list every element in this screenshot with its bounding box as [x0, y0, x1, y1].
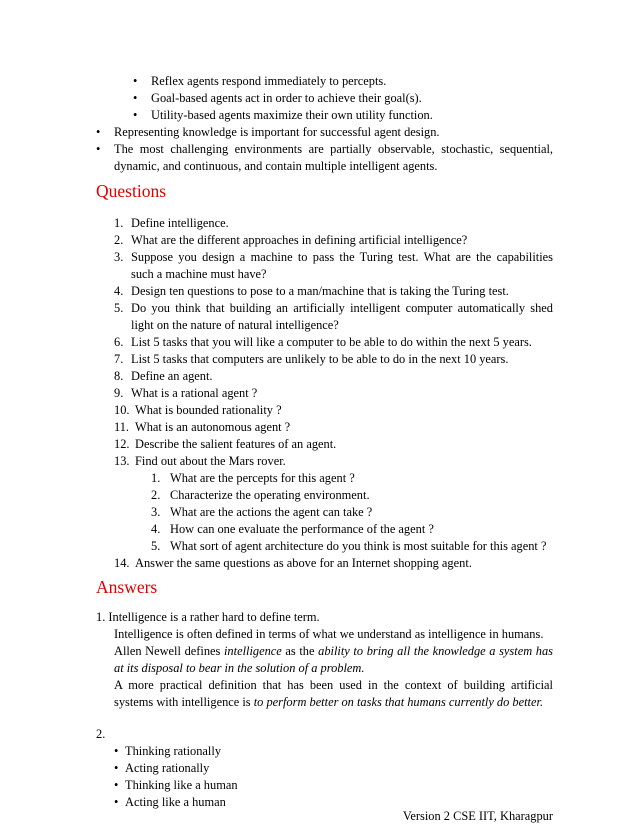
question-text: light on the nature of natural intelligence? [131, 318, 339, 332]
sub-bullet: Goal-based agents act in order to achieve their goal(s). [151, 91, 422, 105]
sub-question-number: 1. [151, 471, 161, 485]
question-number: 1. [114, 216, 124, 230]
question-text: Do you think that building an artificially intelligent computer automatically shed [131, 301, 553, 315]
sub-question-number: 2. [151, 488, 161, 502]
question-text: What is an autonomous agent ? [135, 420, 291, 434]
question-number: 14. [114, 556, 130, 570]
questions-heading: Questions [96, 181, 166, 201]
question-text: such a machine must have? [131, 267, 267, 281]
question-number: 5. [114, 301, 124, 315]
answer-1-newell: Allen Newell defines intelligence as the ability to bring all the knowledge a system has [114, 644, 553, 658]
question-text: Define an agent. [131, 369, 213, 383]
question-text: Describe the salient features of an agent. [135, 437, 337, 451]
answer-1-practical: A more practical definition that has been used in the context of building artificial [114, 678, 553, 692]
bullet-icon: • [114, 744, 119, 758]
answers-heading: Answers [96, 577, 158, 597]
question-number: 3. [114, 250, 124, 264]
answer-2-item: Acting like a human [125, 795, 226, 809]
sub-question-number: 4. [151, 522, 161, 536]
question-text: What are the different approaches in defining artificial intelligence? [131, 233, 468, 247]
question-number: 8. [114, 369, 124, 383]
question-number: 7. [114, 352, 124, 366]
sub-question-text: Characterize the operating environment. [170, 488, 370, 502]
bullet-icon: • [114, 761, 119, 775]
bullet-text: dynamic, and continuous, and contain multiple intelligent agents. [114, 159, 438, 173]
bullet-icon: • [133, 74, 138, 88]
bullet-icon: • [96, 125, 101, 139]
bullet-icon: • [133, 108, 138, 122]
question-number: 13. [114, 454, 130, 468]
question-text: What is a rational agent ? [131, 386, 258, 400]
sub-question-number: 5. [151, 539, 161, 553]
question-text: Answer the same questions as above for an Internet shopping agent. [135, 556, 472, 570]
answer-1-intro: 1. Intelligence is a rather hard to define term. [96, 610, 320, 624]
question-number: 9. [114, 386, 124, 400]
bullet-icon: • [96, 142, 101, 156]
sub-bullet: Utility-based agents maximize their own utility function. [151, 108, 433, 122]
sub-question-number: 3. [151, 505, 161, 519]
sub-question-text: How can one evaluate the performance of the agent ? [170, 522, 434, 536]
bullet-text: Representing knowledge is important for successful agent design. [114, 125, 440, 139]
sub-question-text: What sort of agent architecture do you think is most suitable for this agent ? [170, 539, 547, 553]
answer-2-item: Thinking like a human [125, 778, 238, 792]
bullet-icon: • [114, 778, 119, 792]
answer-2-item: Thinking rationally [125, 744, 222, 758]
question-text: Find out about the Mars rover. [135, 454, 286, 468]
question-text: Design ten questions to pose to a man/machine that is taking the Turing test. [131, 284, 509, 298]
question-text: What is bounded rationality ? [135, 403, 282, 417]
question-text: List 5 tasks that computers are unlikely to be able to do in the next 10 years. [131, 352, 509, 366]
bullet-icon: • [114, 795, 119, 809]
sub-question-text: What are the actions the agent can take ? [170, 505, 373, 519]
sub-question-text: What are the percepts for this agent ? [170, 471, 355, 485]
sub-bullet: Reflex agents respond immediately to percepts. [151, 74, 387, 88]
question-number: 4. [114, 284, 124, 298]
question-number: 10. [114, 403, 130, 417]
answer-1-newell-cont: at its disposal to bear in the solution of a problem. [114, 661, 365, 675]
answer-1-practical-cont: systems with intelligence is to perform better on tasks that humans currently do better. [114, 695, 544, 709]
question-text: List 5 tasks that you will like a computer to be able to do within the next 5 years. [131, 335, 532, 349]
question-text: Define intelligence. [131, 216, 229, 230]
question-number: 12. [114, 437, 130, 451]
bullet-text: The most challenging environments are partially observable, stochastic, sequential, [114, 142, 553, 156]
question-text: Suppose you design a machine to pass the Turing test. What are the capabilities [131, 250, 553, 264]
answer-1-text: Intelligence is often defined in terms of what we understand as intelligence in humans. [114, 627, 544, 641]
question-number: 11. [114, 420, 130, 434]
bullet-icon: • [133, 91, 138, 105]
answer-2-item: Acting rationally [125, 761, 210, 775]
question-number: 2. [114, 233, 124, 247]
answer-2-label: 2. [96, 727, 106, 741]
page-footer: Version 2 CSE IIT, Kharagpur [402, 809, 553, 823]
question-number: 6. [114, 335, 124, 349]
